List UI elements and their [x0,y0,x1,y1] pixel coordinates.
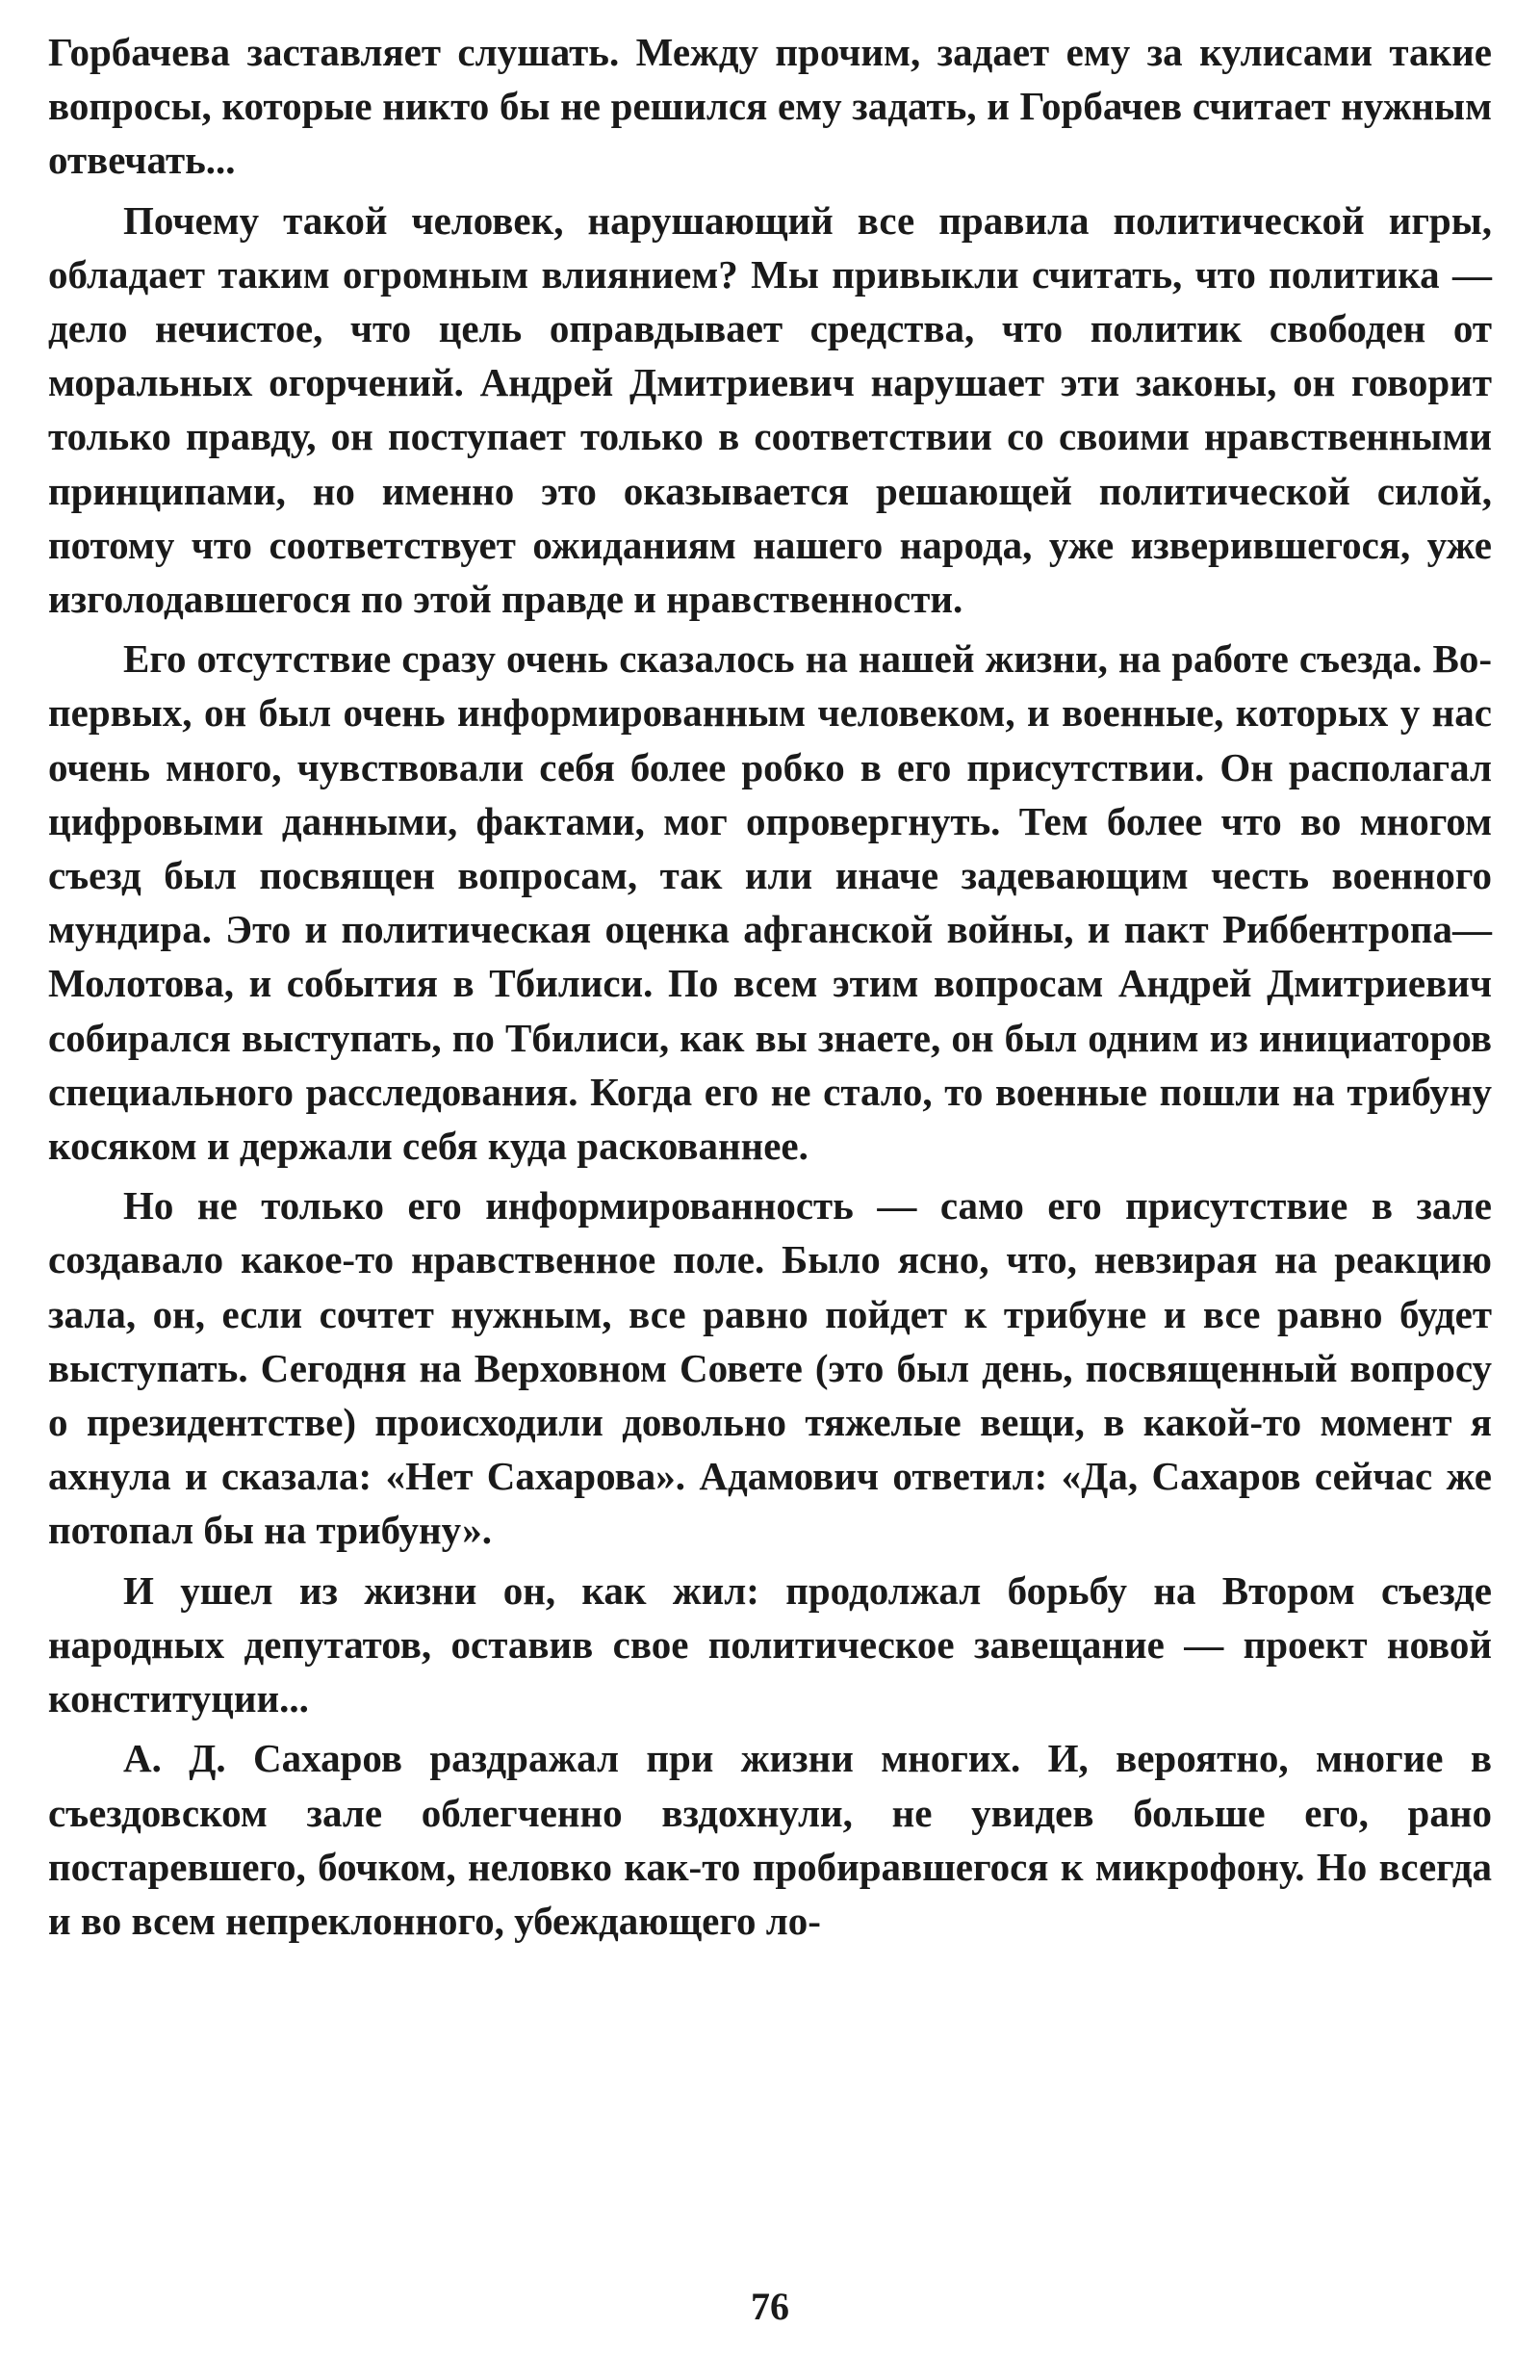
paragraph-6: А. Д. Сахаров раздражал при жизни многих. И, вероятно, многие в съездовском зале облегченно вздохнули, не увидев больше его, рано постаревшего, бочком, неловко как-то пробиравшегося к микрофону. Но всегда и во всем непреклонного, убеждающего ло- [48,1736,1492,1943]
paragraph-2: Почему такой человек, нарушающий все правила политической игры, обладает таким огромным влиянием? Мы привыкли считать, что политика — дело нечистое, что цель оправдывает средства, что политик свободен от моральных огорчений. Андрей Дмитриевич нарушает эти законы, он говорит только правду, он поступает только в соответствии со своими нравственными принципами, но именно это оказывается решающей политической силой, потому что соответствует ожиданиям нашего народа, уже изверившегося, уже изголодавшегося по этой правде и нравственности. [48,197,1492,622]
page-number: 76 [751,2285,789,2328]
paragraph-5: И ушел из жизни он, как жил: продолжал борьбу на Втором съезде народных депутатов, оставив свое политическое завещание — проект новой конституции... [48,1567,1492,1721]
paragraph-1: Горбачева заставляет слушать. Между прочим, задает ему за кулисами такие вопросы, которые никто бы не решился ему задать, и Горбачев считает нужным отвечать... [48,30,1492,183]
paragraph-4: Но не только его информированность — само его присутствие в зале создавало какое-то нравственное поле. Было ясно, что, невзирая на реакцию зала, он, если сочтет нужным, все равно пойдет к трибуне и все равно будет выступать. Сегодня на Верховном Совете (это был день, посвященный вопросу о президентстве) происходили довольно тяжелые вещи, в какой-то момент я ахнула и сказала: «Нет Сахарова». Адамович ответил: «Да, Сахаров сейчас же потопал бы на трибуну». [48,1183,1492,1553]
document-page [48,25,1492,1953]
paragraph-3: Его отсутствие сразу очень сказалось на нашей жизни, на работе съезда. Во-первых, он был очень информированным человеком, и военные, которых у нас очень много, чувствовали себя более робко в его присутствии. Он располагал цифровыми данными, фактами, мог опровергнуть. Тем более что во многом съезд был посвящен вопросам, так или иначе задевающим честь военного мундира. Это и политическая оценка афганской войны, и пакт Риббентропа—Молотова, и события в Тбилиси. По всем этим вопросам Андрей Дмитриевич собирался выступать, по Тбилиси, как вы знаете, он был одним из инициаторов специального расследования. Когда его не стало, то военные пошли на трибуну косяком и держали себя куда раскованнее. [48,636,1492,1169]
